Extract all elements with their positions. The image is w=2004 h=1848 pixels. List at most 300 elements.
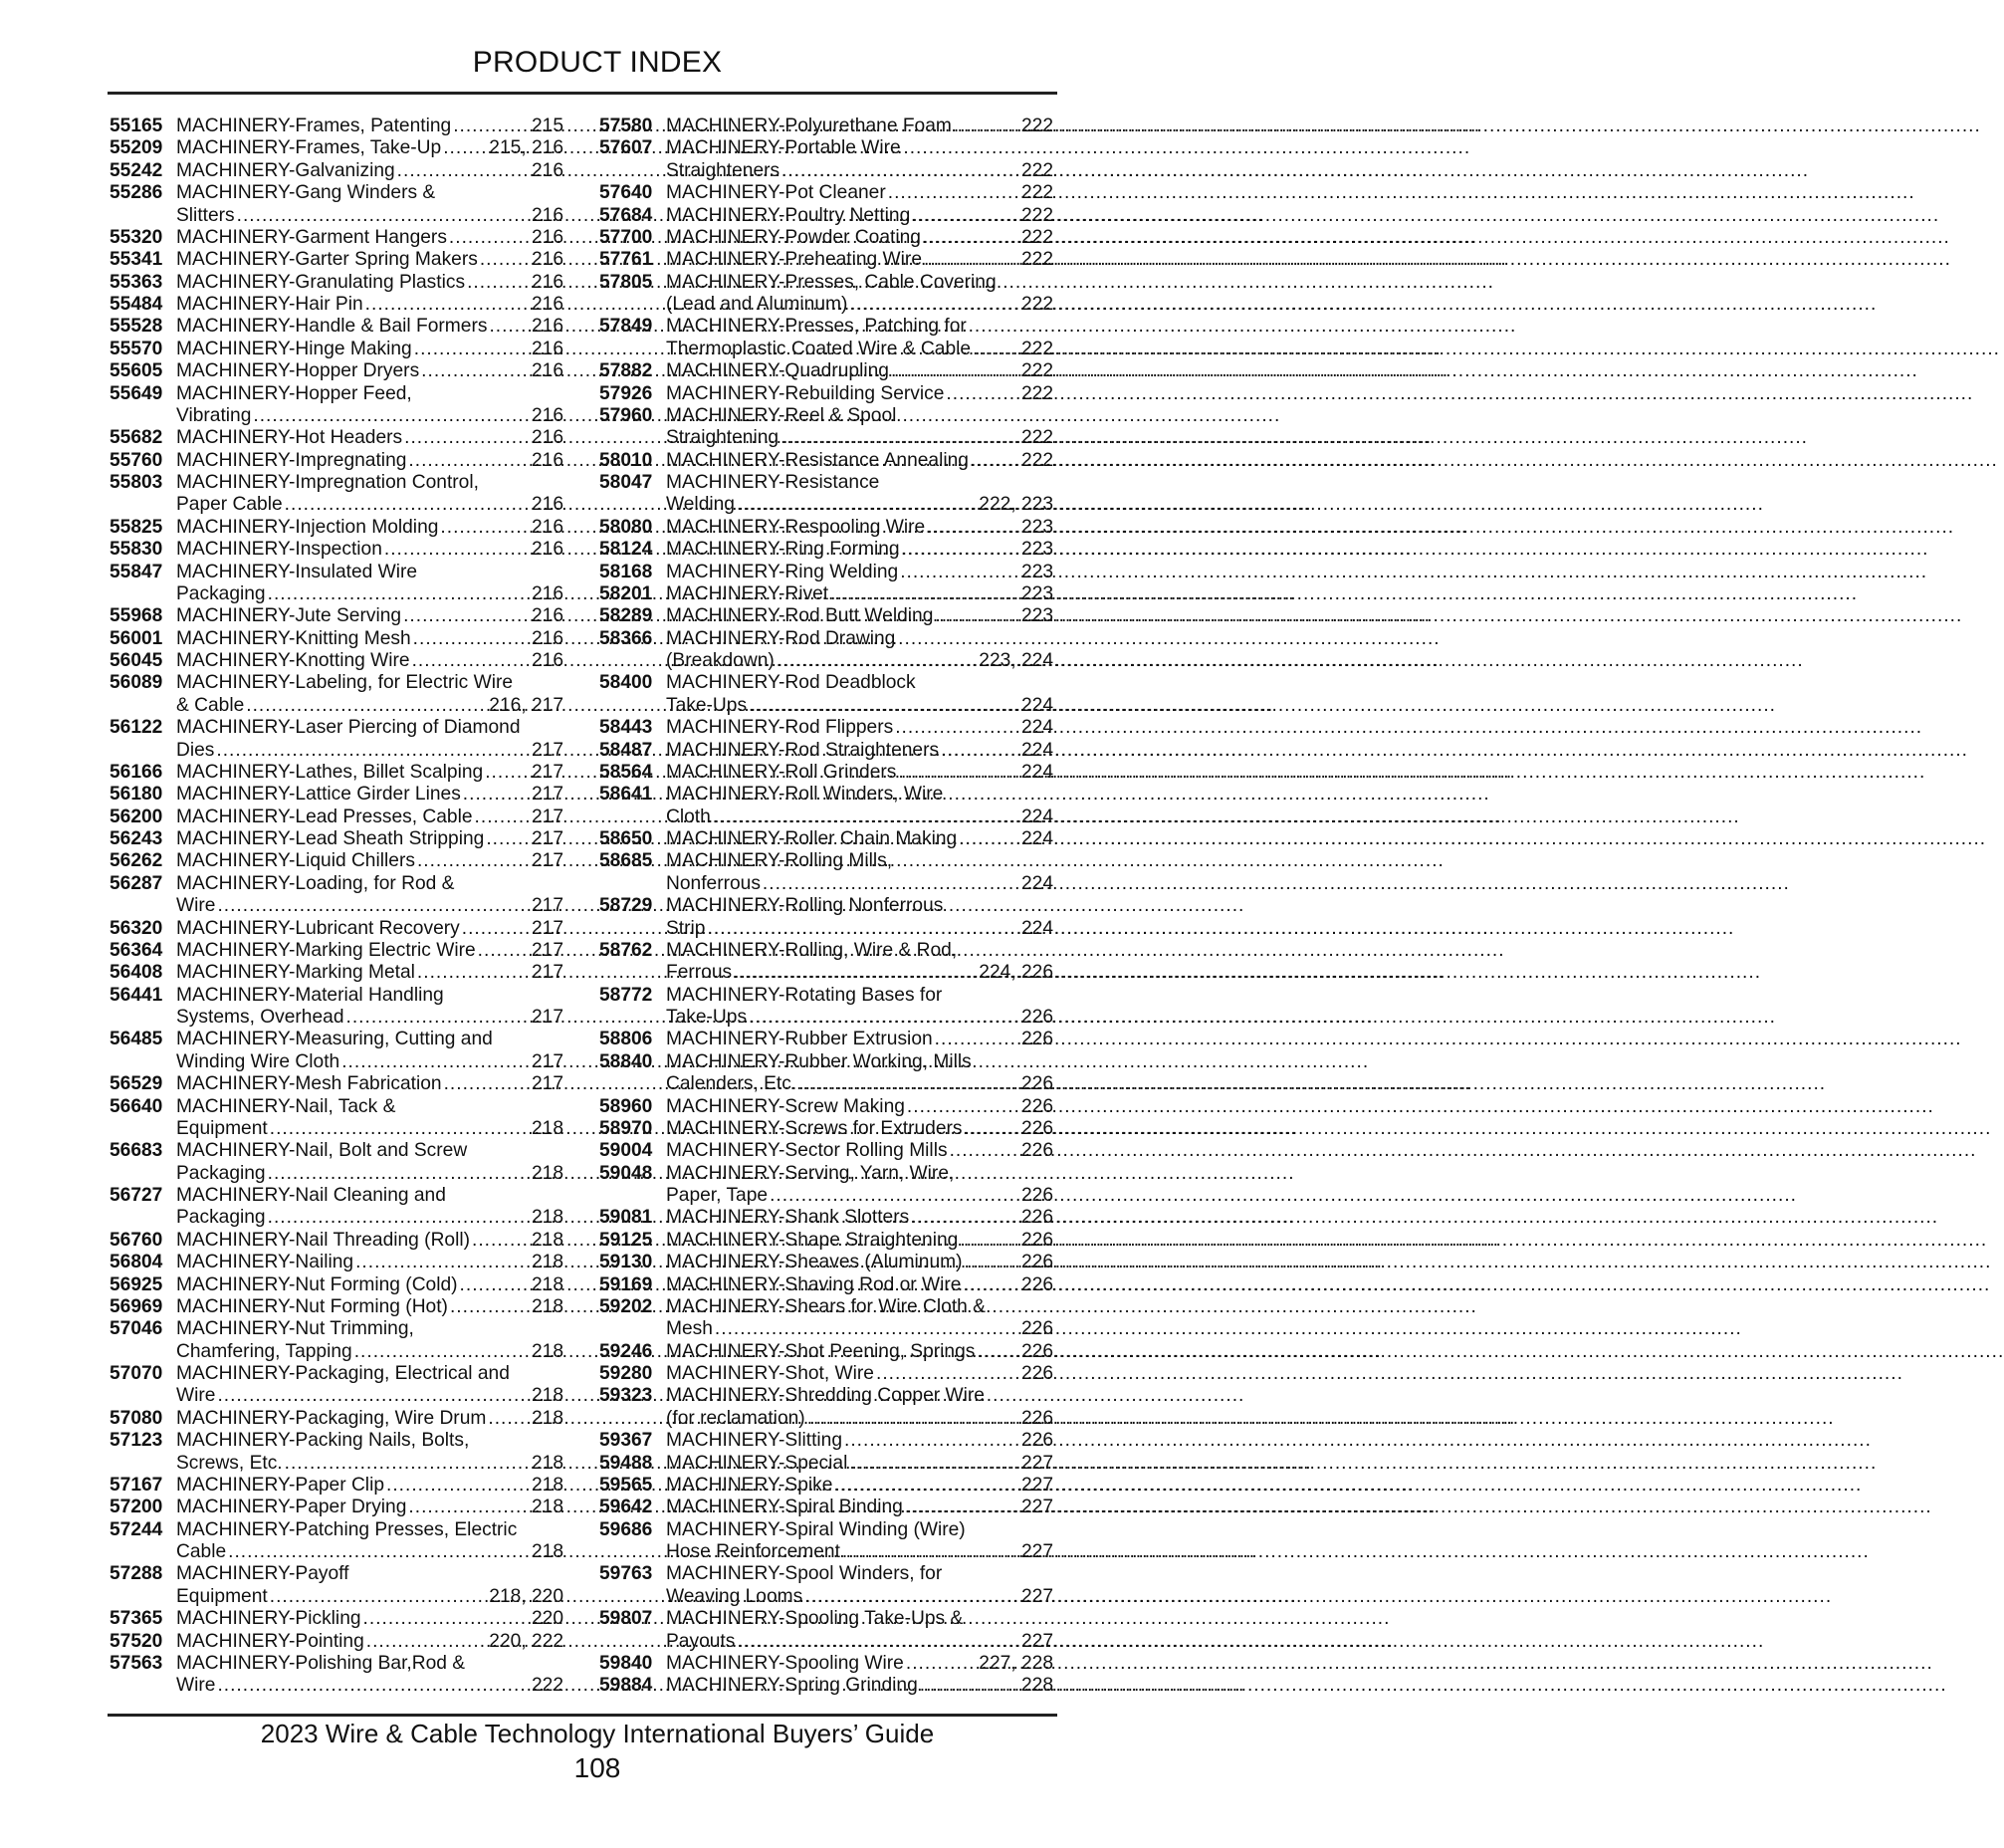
product-code: 58201 bbox=[599, 582, 653, 604]
dot-leader bbox=[485, 762, 530, 784]
index-entry bbox=[110, 427, 563, 449]
dot-leader bbox=[366, 1631, 488, 1653]
entry-description: Calenders, Etc. bbox=[666, 1073, 797, 1095]
entry-description: MACHINERY-Marking Electric Wire bbox=[176, 939, 476, 961]
page-reference: 217 bbox=[531, 962, 563, 984]
page-reference: 216 bbox=[531, 271, 563, 293]
page-reference: 226 bbox=[1020, 1252, 1053, 1273]
product-code: 55649 bbox=[110, 382, 163, 404]
dot-leader bbox=[713, 807, 1019, 828]
product-code: 55825 bbox=[110, 516, 163, 538]
dot-leader bbox=[912, 205, 1019, 227]
page-reference: 218 bbox=[531, 1295, 563, 1317]
product-code: 56804 bbox=[110, 1252, 163, 1273]
dot-leader bbox=[971, 450, 1019, 472]
page-reference: 220, 222 bbox=[489, 1630, 563, 1652]
entry-description: MACHINERY-Laser Piercing of Diamond bbox=[176, 717, 521, 739]
page-reference: 218 bbox=[531, 1340, 563, 1362]
dot-leader bbox=[900, 562, 1019, 583]
index-entry bbox=[599, 1363, 1053, 1385]
product-code: 57046 bbox=[110, 1318, 163, 1340]
entry-description: MACHINERY-Insulated Wire bbox=[176, 561, 418, 582]
index-entry bbox=[110, 1430, 563, 1475]
index-entry bbox=[110, 339, 563, 360]
page-reference: 218 bbox=[531, 1207, 563, 1229]
entry-description: MACHINERY-Labeling, for Electric Wire bbox=[176, 672, 514, 694]
entry-description: MACHINERY-Pot Cleaner bbox=[666, 182, 886, 204]
page-reference: 224, 226 bbox=[979, 962, 1053, 984]
product-code: 57167 bbox=[110, 1474, 163, 1496]
index-entry bbox=[110, 918, 563, 940]
product-code: 59642 bbox=[599, 1497, 653, 1518]
index-entry bbox=[599, 1608, 1053, 1653]
index-entry bbox=[110, 1140, 563, 1185]
index-entry bbox=[599, 517, 1053, 539]
entry-description: MACHINERY-Quadrupling bbox=[666, 360, 889, 382]
dot-leader bbox=[217, 1675, 530, 1697]
dot-leader bbox=[898, 762, 1019, 784]
page-reference: 216 bbox=[531, 605, 563, 627]
product-code: 55847 bbox=[110, 561, 163, 582]
page-number: 108 bbox=[573, 1752, 621, 1783]
entry-description: MACHINERY-Screw Making bbox=[666, 1095, 905, 1117]
dot-leader bbox=[444, 1073, 530, 1095]
product-code: 59763 bbox=[599, 1563, 653, 1585]
entry-description: MACHINERY-Shape Straightening bbox=[666, 1229, 959, 1251]
product-code: 59004 bbox=[599, 1140, 653, 1162]
page-reference: 217 bbox=[531, 850, 563, 872]
dot-leader bbox=[895, 717, 1019, 739]
page-reference: 222 bbox=[1020, 294, 1053, 315]
product-code: 56166 bbox=[110, 761, 163, 783]
product-code: 58400 bbox=[599, 672, 653, 694]
product-code: 57070 bbox=[110, 1363, 163, 1384]
page-reference: 217 bbox=[531, 939, 563, 961]
page-reference: 224 bbox=[1020, 761, 1053, 783]
page-reference: 227, 228 bbox=[979, 1652, 1053, 1674]
dot-leader bbox=[807, 1408, 1019, 1430]
page-reference: 227 bbox=[1020, 1541, 1053, 1562]
product-code: 58168 bbox=[599, 561, 653, 582]
index-entry bbox=[599, 1096, 1053, 1118]
page-reference: 226 bbox=[1020, 1318, 1053, 1340]
header-divider bbox=[108, 92, 1057, 95]
entry-description: MACHINERY-Frames, Patenting bbox=[176, 116, 452, 136]
index-entry bbox=[599, 784, 1053, 828]
dot-leader bbox=[449, 227, 530, 249]
footer-divider bbox=[108, 1714, 1057, 1717]
index-entry bbox=[110, 1318, 563, 1363]
page-reference: 216 bbox=[531, 539, 563, 561]
entry-description: MACHINERY-Shank Slotters bbox=[666, 1207, 910, 1229]
dot-leader bbox=[905, 1497, 1019, 1518]
product-code: 59488 bbox=[599, 1452, 653, 1474]
dot-leader bbox=[270, 1586, 488, 1608]
dot-leader bbox=[268, 1163, 530, 1185]
dot-leader bbox=[354, 1341, 530, 1363]
page-reference: 217 bbox=[531, 739, 563, 761]
dot-leader bbox=[927, 517, 1019, 539]
index-entry bbox=[599, 1296, 1053, 1341]
dot-leader bbox=[460, 1274, 530, 1296]
dot-leader bbox=[963, 1274, 1019, 1296]
entry-description: & Cable bbox=[176, 694, 245, 716]
page-reference: 228 bbox=[1020, 1675, 1053, 1697]
page-reference: 218, 220 bbox=[489, 1585, 563, 1607]
page-reference: 217 bbox=[531, 895, 563, 917]
index-entry bbox=[110, 450, 563, 472]
dot-leader bbox=[849, 1453, 1019, 1475]
product-code: 55760 bbox=[110, 449, 163, 471]
dot-leader bbox=[386, 1475, 530, 1497]
product-code: 55830 bbox=[110, 539, 163, 561]
index-entry bbox=[599, 985, 1053, 1030]
product-code: 56727 bbox=[110, 1185, 163, 1206]
entry-description: MACHINERY-Roll Winders, Wire bbox=[666, 784, 944, 806]
index-entry bbox=[110, 227, 563, 249]
entry-description: MACHINERY-Nail Threading (Roll) bbox=[176, 1229, 471, 1251]
page-reference: 226 bbox=[1020, 1095, 1053, 1117]
page-reference: 224 bbox=[1020, 828, 1053, 849]
product-code: 59246 bbox=[599, 1340, 653, 1362]
entry-description: Slitters bbox=[176, 204, 235, 226]
index-entry bbox=[110, 1519, 563, 1564]
page-reference: 216 bbox=[531, 316, 563, 338]
page-reference: 227 bbox=[1020, 1630, 1053, 1652]
product-code: 58970 bbox=[599, 1117, 653, 1139]
index-entry bbox=[110, 1631, 563, 1653]
entry-description: MACHINERY-Roller Chain Making bbox=[666, 828, 958, 849]
page-reference: 224 bbox=[1020, 872, 1053, 894]
entry-description: MACHINERY-Pickling bbox=[176, 1608, 361, 1630]
entry-description: MACHINERY-Payoff bbox=[176, 1563, 349, 1585]
index-entry bbox=[110, 850, 563, 872]
dot-leader bbox=[421, 360, 530, 382]
page-title: PRODUCT INDEX bbox=[472, 46, 723, 79]
page-reference: 217 bbox=[531, 1073, 563, 1095]
product-code: 57640 bbox=[599, 182, 653, 204]
dot-leader bbox=[467, 272, 530, 294]
entry-description: MACHINERY-Galvanizing bbox=[176, 159, 395, 181]
entry-description: MACHINERY-Rod Drawing bbox=[666, 627, 896, 649]
entry-description: MACHINERY-Rubber Working, Mills bbox=[666, 1050, 972, 1072]
product-code: 57200 bbox=[110, 1497, 163, 1518]
index-entry bbox=[110, 1274, 563, 1296]
page-reference: 218 bbox=[531, 1497, 563, 1518]
entry-description: MACHINERY-Lattice Girder Lines bbox=[176, 784, 461, 806]
entry-description: MACHINERY-Material Handling bbox=[176, 984, 444, 1006]
page-reference: 216 bbox=[531, 404, 563, 426]
dot-leader bbox=[954, 116, 1019, 137]
product-code: 55242 bbox=[110, 159, 163, 181]
index-entry bbox=[599, 1274, 1053, 1296]
page-reference: 216 bbox=[531, 494, 563, 516]
entry-description: MACHINERY-Screws for Extruders bbox=[666, 1117, 963, 1139]
index-entry bbox=[599, 405, 1053, 450]
entry-description: MACHINERY-Reel & Spool bbox=[666, 404, 897, 426]
index-entry bbox=[110, 985, 563, 1030]
entry-description: MACHINERY-Spool Winders, for bbox=[666, 1563, 943, 1585]
dot-leader bbox=[973, 339, 1019, 360]
dot-leader bbox=[923, 227, 1019, 249]
product-code: 56180 bbox=[110, 784, 163, 806]
page-reference: 226 bbox=[1020, 1207, 1053, 1229]
index-entry bbox=[110, 784, 563, 806]
entry-description: Equipment bbox=[176, 1585, 268, 1607]
index-entry bbox=[599, 316, 1053, 360]
dot-leader bbox=[228, 1541, 530, 1563]
entry-description: MACHINERY-Rod Flippers bbox=[666, 717, 894, 739]
product-code: 55320 bbox=[110, 226, 163, 248]
page-reference: 222 bbox=[1020, 182, 1053, 204]
dot-leader bbox=[217, 1385, 530, 1407]
dot-leader bbox=[959, 828, 1019, 850]
dot-leader bbox=[911, 1207, 1019, 1229]
entry-description: MACHINERY-Lead Presses, Cable bbox=[176, 806, 473, 827]
product-code: 58124 bbox=[599, 539, 653, 561]
index-entry bbox=[110, 650, 563, 672]
dot-leader bbox=[346, 1007, 530, 1029]
product-code: 56408 bbox=[110, 962, 163, 984]
index-entry bbox=[599, 583, 1053, 605]
page-reference: 222 bbox=[1020, 116, 1053, 136]
index-column-left bbox=[110, 116, 563, 1698]
page-reference: 224 bbox=[1020, 717, 1053, 739]
product-code: 59367 bbox=[599, 1430, 653, 1452]
entry-description: MACHINERY-Handle & Bail Formers bbox=[176, 316, 488, 338]
entry-description: Take-Ups bbox=[666, 1007, 748, 1028]
dot-leader bbox=[403, 605, 530, 627]
entry-description: MACHINERY-Roll Grinders bbox=[666, 761, 897, 783]
dot-leader bbox=[355, 1252, 530, 1273]
entry-description: Mesh bbox=[666, 1318, 713, 1340]
index-entry bbox=[599, 182, 1053, 204]
dot-leader bbox=[707, 918, 1019, 940]
product-code: 55528 bbox=[110, 316, 163, 338]
entry-description: MACHINERY-Impregnating bbox=[176, 449, 407, 471]
entry-description: MACHINERY-Lead Sheath Stripping bbox=[176, 828, 485, 849]
entry-description: MACHINERY-Spooling Take-Ups & bbox=[666, 1608, 964, 1630]
entry-description: Cloth bbox=[666, 806, 711, 827]
page-reference: 222 bbox=[531, 1675, 563, 1697]
page-reference: 222, 223 bbox=[979, 494, 1053, 516]
product-code: 56287 bbox=[110, 872, 163, 894]
product-code: 56925 bbox=[110, 1273, 163, 1295]
page-reference: 218 bbox=[531, 1162, 563, 1184]
entry-description: MACHINERY-Paper Clip bbox=[176, 1474, 384, 1496]
index-entry bbox=[599, 1497, 1053, 1518]
entry-description: MACHINERY-Hopper Feed, bbox=[176, 382, 412, 404]
index-entry bbox=[110, 1230, 563, 1252]
entry-description: MACHINERY-Ring Forming bbox=[666, 539, 900, 561]
dot-leader bbox=[780, 427, 1019, 449]
index-entry bbox=[599, 472, 1053, 517]
index-entry bbox=[599, 562, 1053, 583]
dot-leader bbox=[965, 1252, 1019, 1273]
product-code: 57882 bbox=[599, 360, 653, 382]
entry-description: MACHINERY-Special bbox=[666, 1452, 848, 1474]
dot-leader bbox=[935, 1029, 1019, 1050]
entry-description: MACHINERY-Slitting bbox=[666, 1430, 843, 1452]
index-entry bbox=[599, 1385, 1053, 1430]
entry-description: MACHINERY-Rod Straighteners bbox=[666, 739, 940, 761]
page-reference: 218 bbox=[531, 1273, 563, 1295]
page-reference: 216 bbox=[531, 338, 563, 359]
index-entry bbox=[110, 962, 563, 984]
dot-leader bbox=[417, 850, 530, 872]
index-entry bbox=[599, 1563, 1053, 1608]
entry-description: MACHINERY-Rotating Bases for bbox=[666, 984, 943, 1006]
entry-description: MACHINERY-Garter Spring Makers bbox=[176, 249, 478, 271]
product-code: 58840 bbox=[599, 1050, 653, 1072]
entry-description: MACHINERY-Spring Grinding bbox=[666, 1675, 918, 1697]
page-reference: 223 bbox=[1020, 516, 1053, 538]
entry-description: Cable bbox=[176, 1541, 227, 1562]
dot-leader bbox=[237, 205, 530, 227]
entry-description: MACHINERY-Packing Nails, Bolts, bbox=[176, 1430, 470, 1452]
product-code: 57926 bbox=[599, 382, 653, 404]
dot-leader bbox=[453, 116, 530, 137]
product-code: 57123 bbox=[110, 1430, 163, 1452]
entry-description: Chamfering, Tapping bbox=[176, 1340, 352, 1362]
page-reference: 226 bbox=[1020, 1140, 1053, 1162]
product-code: 59169 bbox=[599, 1273, 653, 1295]
index-entry bbox=[110, 272, 563, 294]
product-code: 58010 bbox=[599, 449, 653, 471]
entry-description: MACHINERY-Serving, Yarn, Wire, bbox=[666, 1162, 955, 1184]
entry-description: MACHINERY-Spiral Binding bbox=[666, 1497, 903, 1518]
entry-description: MACHINERY-Shaving Rod or Wire bbox=[666, 1273, 962, 1295]
page-reference: 222 bbox=[1020, 249, 1053, 271]
dot-leader bbox=[285, 494, 530, 516]
product-code: 59125 bbox=[599, 1229, 653, 1251]
entry-description: MACHINERY-Pointing bbox=[176, 1630, 364, 1652]
index-entry bbox=[110, 1185, 563, 1230]
index-entry bbox=[599, 628, 1053, 673]
dot-leader bbox=[440, 517, 530, 539]
dot-leader bbox=[876, 1363, 1019, 1385]
product-code: 56122 bbox=[110, 717, 163, 739]
entry-description: MACHINERY-Shears for Wire Cloth & bbox=[666, 1295, 986, 1317]
page-reference: 226 bbox=[1020, 1007, 1053, 1028]
index-entry bbox=[599, 940, 1053, 985]
entry-description: (for reclamation) bbox=[666, 1407, 805, 1429]
page-reference: 223 bbox=[1020, 582, 1053, 604]
product-code: 56243 bbox=[110, 828, 163, 849]
index-entry bbox=[110, 1296, 563, 1318]
index-entry bbox=[599, 672, 1053, 717]
dot-leader bbox=[412, 650, 530, 672]
page-reference: 216, 217 bbox=[489, 694, 563, 716]
index-entry bbox=[110, 472, 563, 517]
page-reference: 218 bbox=[531, 1407, 563, 1429]
page-reference: 220 bbox=[531, 1608, 563, 1630]
index-entry bbox=[110, 1475, 563, 1497]
dot-leader bbox=[462, 918, 530, 940]
dot-leader bbox=[443, 137, 487, 159]
dot-leader bbox=[472, 1230, 530, 1252]
entry-description: MACHINERY-Mesh Fabrication bbox=[176, 1073, 442, 1095]
index-entry bbox=[599, 850, 1053, 895]
entry-description: MACHINERY-Rod Butt Welding bbox=[666, 605, 934, 627]
dot-leader bbox=[246, 695, 487, 717]
product-code: 57288 bbox=[110, 1563, 163, 1585]
entry-description: MACHINERY-Sector Rolling Mills bbox=[666, 1140, 948, 1162]
entry-description: MACHINERY-Injection Molding bbox=[176, 516, 439, 538]
dot-leader bbox=[830, 583, 1019, 605]
page-reference: 226 bbox=[1020, 1029, 1053, 1050]
entry-description: Winding Wire Cloth bbox=[176, 1050, 340, 1072]
entry-description: MACHINERY-Hopper Dryers bbox=[176, 360, 420, 382]
product-code: 56089 bbox=[110, 672, 163, 694]
dot-leader bbox=[417, 962, 530, 984]
index-entry bbox=[599, 895, 1053, 940]
entry-description: MACHINERY-Shot, Wire bbox=[666, 1363, 874, 1384]
entry-description: MACHINERY-Powder Coating bbox=[666, 226, 921, 248]
page-reference: 222 bbox=[1020, 449, 1053, 471]
entry-description: MACHINERY-Patching Presses, Electric bbox=[176, 1518, 518, 1540]
page-reference: 224 bbox=[1020, 806, 1053, 827]
entry-description: MACHINERY-Poultry Netting bbox=[666, 204, 911, 226]
page-reference: 217 bbox=[531, 1050, 563, 1072]
entry-description: Straighteners bbox=[666, 159, 780, 181]
page-reference: 226 bbox=[1020, 1229, 1053, 1251]
entry-description: Equipment bbox=[176, 1117, 268, 1139]
product-code: 57805 bbox=[599, 271, 653, 293]
dot-leader bbox=[268, 583, 530, 605]
page-reference: 222 bbox=[1020, 159, 1053, 181]
dot-leader bbox=[907, 1096, 1019, 1118]
product-code: 56320 bbox=[110, 917, 163, 939]
index-entry bbox=[599, 360, 1053, 382]
product-code: 56760 bbox=[110, 1229, 163, 1251]
entry-description: MACHINERY-Rivet bbox=[666, 582, 829, 604]
product-code: 57761 bbox=[599, 249, 653, 271]
product-code: 56001 bbox=[110, 627, 163, 649]
index-entry bbox=[599, 1475, 1053, 1497]
entry-description: MACHINERY-Measuring, Cutting and bbox=[176, 1029, 493, 1050]
index-entry bbox=[599, 740, 1053, 762]
product-code: 58366 bbox=[599, 627, 653, 649]
product-code: 56200 bbox=[110, 806, 163, 827]
dot-leader bbox=[268, 1207, 530, 1229]
dot-leader bbox=[770, 1185, 1019, 1207]
page-reference: 216 bbox=[531, 516, 563, 538]
dot-leader bbox=[404, 427, 530, 449]
dot-leader bbox=[941, 740, 1019, 762]
index-entry bbox=[599, 383, 1053, 405]
page-reference: 216 bbox=[531, 294, 563, 315]
page-reference: 218 bbox=[531, 1229, 563, 1251]
page-reference: 222 bbox=[1020, 427, 1053, 449]
index-entry bbox=[599, 1653, 1053, 1675]
page-reference: 226 bbox=[1020, 1407, 1053, 1429]
index-entry bbox=[599, 1341, 1053, 1363]
page-reference: 216 bbox=[531, 449, 563, 471]
page-reference: 224 bbox=[1020, 694, 1053, 716]
page-reference: 218 bbox=[531, 1541, 563, 1562]
index-entry bbox=[599, 539, 1053, 561]
entry-description: MACHINERY-Nailing bbox=[176, 1252, 354, 1273]
entry-description: Screws, Etc. bbox=[176, 1452, 283, 1474]
entry-description: Nonferrous bbox=[666, 872, 761, 894]
page-reference: 217 bbox=[531, 761, 563, 783]
entry-description: Thermoplastic Coated Wire & Cable bbox=[666, 338, 972, 359]
index-entry bbox=[599, 762, 1053, 784]
dot-leader bbox=[480, 249, 530, 271]
dot-leader bbox=[450, 1296, 530, 1318]
entry-description: MACHINERY-Resistance Annealing bbox=[666, 449, 969, 471]
